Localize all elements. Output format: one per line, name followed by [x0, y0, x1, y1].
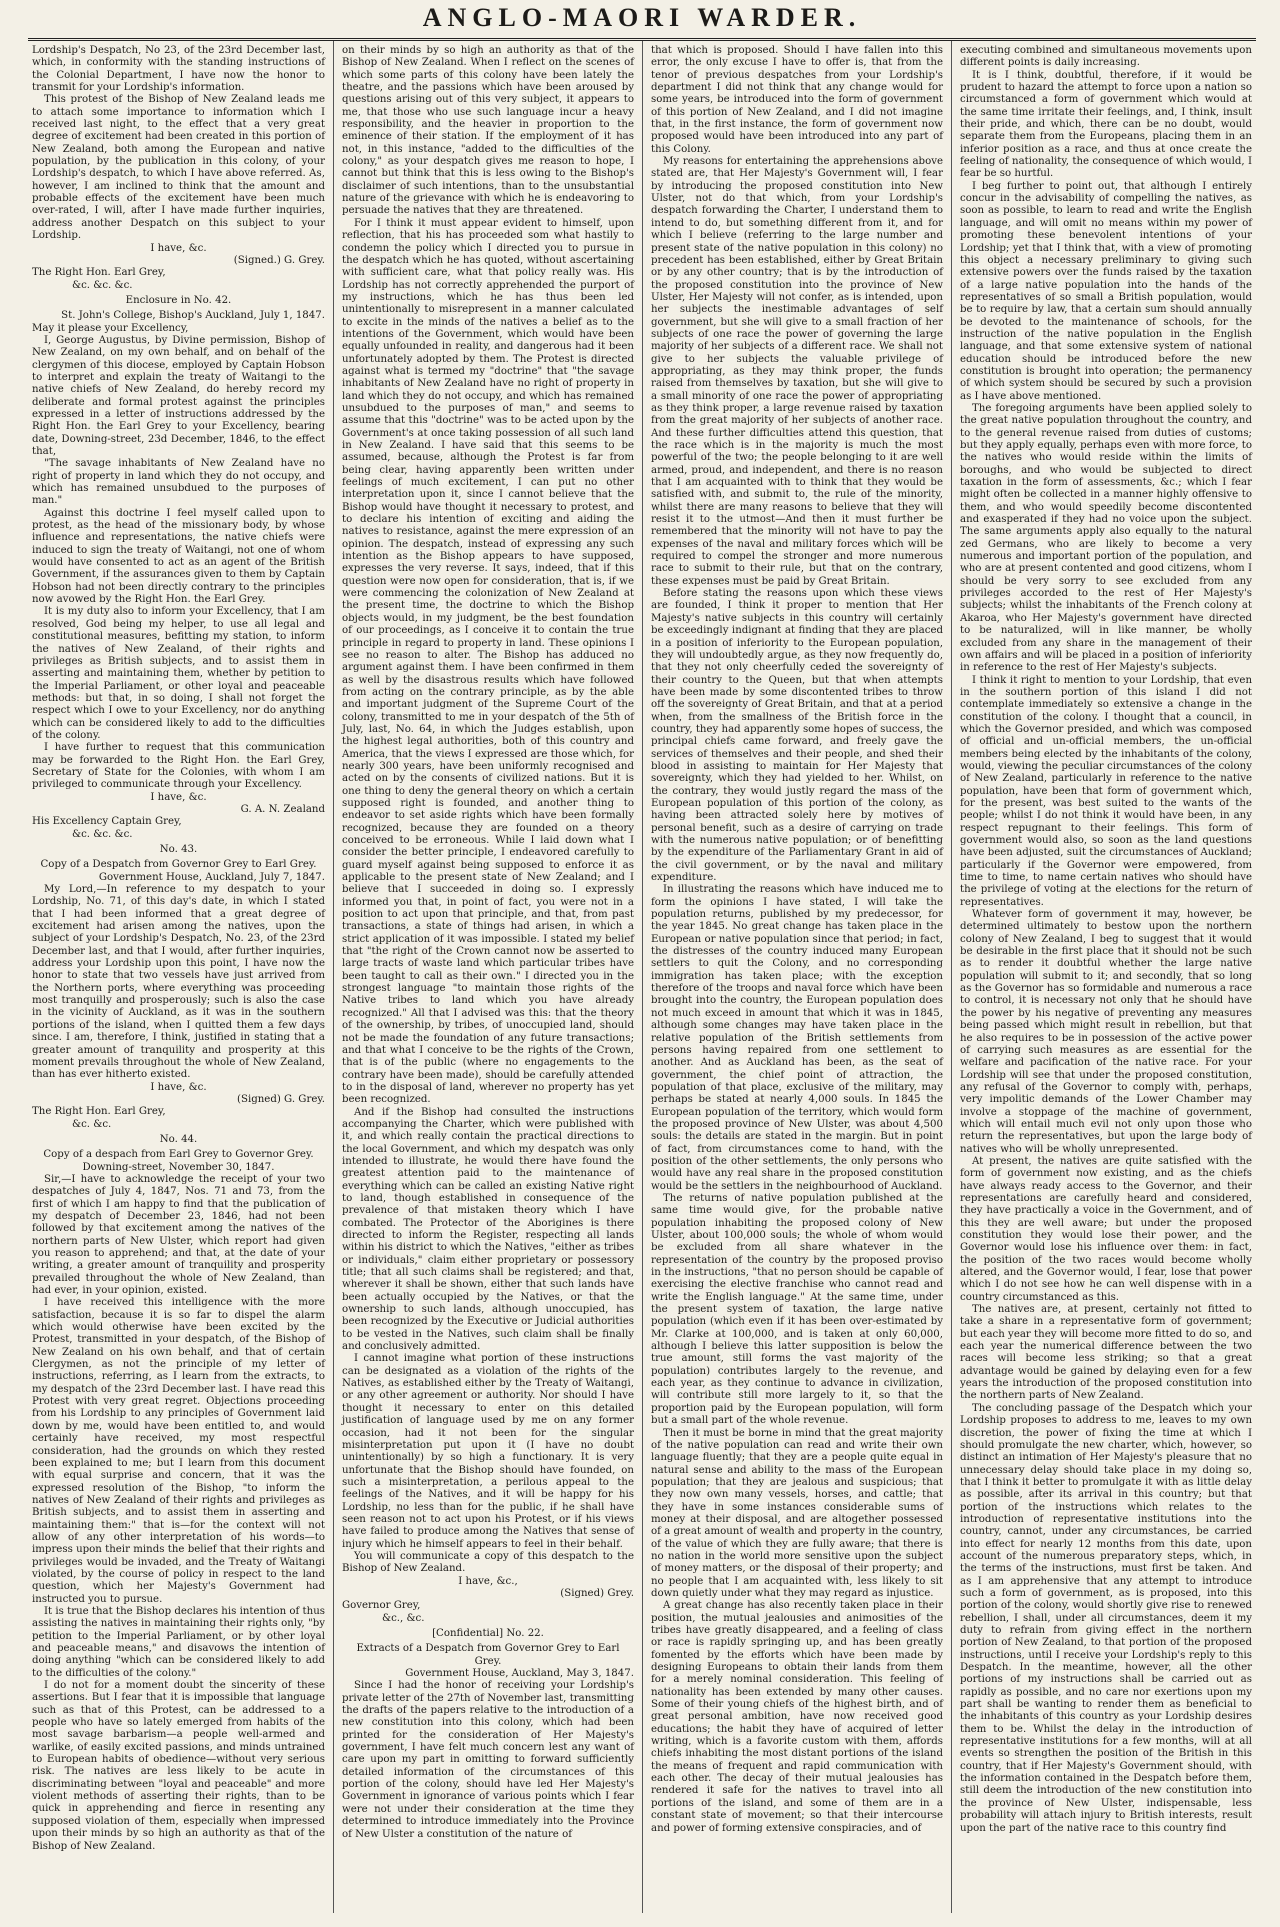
- paragraph: &c. &c. &c.: [72, 828, 133, 840]
- paragraph: It is true that the Bishop declares his intention of thus assisting the natives in maintaining their rights only, "by petition to the Imperial Parliament, or by other loyal and peaceable means," and disavows the intention of doing anything "which can be considered likely to add to the difficulties of the colony.": [32, 1605, 325, 1679]
- paragraph: Enclosure in No. 42.: [125, 294, 232, 306]
- paragraph: Copy of a Despatch from Governor Grey to Earl Grey.: [40, 859, 317, 871]
- paragraph: &c. &c.: [72, 1118, 112, 1130]
- paragraph: This protest of the Bishop of New Zealand leads me to attach some importance to information which I received last night, to the effect that a very great degree of excitement had been created in this portion of New Zealand, both among the European and native population, by the publication in this colony, of your Lordship's despatch, to which I have above referred. As, however, I am inclined to think that the amount and probable effects of the excitement have been much over-rated, I will, after I have made further inquiries, address another Despatch on this subject to your Lordship.: [32, 94, 325, 242]
- paragraph: Lordship's Despatch, No 23, of the 23rd December last, which, in conformity with the standing instructions of the Colonial Department, I have now the honor to transmit for your Lordship's information.: [32, 45, 325, 94]
- paragraph: It is I think, doubtful, therefore, if it would be prudent to hazard the attempt to force upon a nation so circumstanced a form of government which would at the same time irritate their feelings, and, I think, insult their pride, and which, there can be no doubt, would separate them from the Europeans, placing them in an inferior position as a race, and thus at once create the feeling of nationality, the consequence of which would, I fear be so hurtful.: [960, 69, 1252, 180]
- paragraph: The concluding passage of the Despatch which your Lordship proposes to address to me, leaves to my own discretion, the power of fixing the time at which I should promulgate the new charter, which, however, so distinct an intimation of Her Majesty's pleasure that no unnecessary delay should take place in my doing so, that I think it better to promulgate it with as little delay as possible, after its arrival in this country; but that portion of the instructions which relates to the introduction of representative institutions into the country, cannot, under any circumstances, be carried into effect for nearly 12 months from this date, upon account of the numerous preparatory steps, which, in the terms of the instructions, must first be taken. And as I am apprehensive that any attempt to introduce such a form of government, as is proposed, into this portion of the colony, would shortly give rise to renewed rebellion, I shall, under all circumstances, deem it my duty to refrain from giving effect in the northern portion of New Zealand, to that portion of the proposed instructions, until I receive your Lordship's reply to this Despatch. In the meantime, however, all the other portions of my instructions shall be carried out as rapidly as possible, and no care nor exertions upon my part shall be wanting to render them as beneficial to the inhabitants of this country as your Lordship desires them to be. Whilst the delay in the introduction of representative institutions for a few months, will at all events so strengthen the position of the British in this country, that if Her Majesty's Government should, with the information contained in the Despatch before them, still deem the introduction of the new constitution into the province of New Ulster, indispensable, less probability will attach injury to British interests, result upon the part of the native race to this country find: [960, 1402, 1252, 1834]
- paragraph: I have, &c.: [150, 242, 207, 254]
- paragraph: I have further to request that this communication may be forwarded to the Right Hon. the Earl Grey, Secretary of State for the Colonies, with whom I am privileged to communicate through your Excellency.: [32, 742, 325, 791]
- paragraph: It is my duty also to inform your Excellency, that I am resolved, God being my helper, to use all legal and constitutional measures, befitting my station, to inform the natives of New Zealand, of their rights and privileges as British subjects, and to assist them in asserting and maintaining them, whether by petition to the Imperial Parliament, or other loyal and peaceable methods: but that, in so doing, I shall not forget the respect which I owe to your Excellency, nor do anything which can be considered likely to add to the difficulties of the colony.: [32, 606, 325, 741]
- paragraph: I cannot imagine what portion of these instructions can be designated as a violation of the rights of the Natives, as established either by the Treaty of Waitangi, or any other agreement or authority. Nor should I have thought it necessary to enter on this detailed justification of language used by me on any former occasion, had it not been for the singular misinterpretation put upon it (I have no doubt unintentionally) by so high a functionary. It is very unfortunate that the Bishop should have founded, on such a misinterpretation, a perilous appeal to the feelings of the Natives, and it will be happy for his Lordship, no less than for the public, if he shall have seen reason not to act upon his Protest, or if his views have failed to produce among the Natives that sense of injury which he himself appears to feel in their behalf.: [342, 1353, 634, 1550]
- paragraph: Extracts of a Despatch from Governor Grey to Earl Grey.: [356, 1643, 620, 1667]
- text-columns: [24, 41, 1260, 1913]
- paragraph: Before stating the reasons upon which these views are founded, I think it proper to mention that Her Majesty's native subjects in this country will certainly be exceedingly indignant at finding that they are placed in a position of inferiority to the European population, they will undoubtedly argue, as they now frequently do, that they not only cheerfully ceded the sovereignty of their country to the Queen, but that when attempts have been made by some discontented tribes to throw off the sovereignty of Great Britain, and that at a period when, from the smallness of the British force in the country, they had apparently some hopes of success, the principal chiefs came forward, and freely gave the services of themselves and their people, and shed their blood in assisting to maintain for Her Majesty that sovereignty, which they had yielded to her. Whilst, on the contrary, they would justly regard the mass of the European population of this portion of the colony, as having been attracted solely here by motives of personal benefit, such as a desire of carrying on trade with the numerous native population; or of benefitting by the expenditure of the Parliamentary Grant in aid of the civil government, or by the naval and military expenditure.: [651, 588, 943, 884]
- paragraph: I have received this intelligence with the more satisfaction, because it is so far to dispel the alarm which would otherwise have been excited by the Protest, transmitted in your despatch, of the Bishop of New Zealand on his own behalf, and that of certain Clergymen, as not the principle of my letter of instructions, referring, as I learn from the extracts, to my despatch of the 23rd December last. I have read this Protest with very great regret. Objections proceeding from his Lordship to any principles of Government laid down by me, would have been entitled to, and would certainly have received, my most respectful consideration, had the grounds on which they rested been explained to me; but I learn from this document with equal surprise and concern, that it was the expressed resolution of the Bishop, "to inform the natives of New Zealand of their rights and privileges as British subjects, and to assist them in asserting and maintaining them:" that is—for the context will not allow of any other interpretation of his words—to impress upon their minds the belief that their rights and privileges would be invaded, and the Treaty of Waitangi violated, by the course of policy in respect to the land question, which her Majesty's Government had instructed you to pursue.: [32, 1297, 325, 1605]
- paragraph: The returns of native population published at the same time would give, for the probable native population inhabiting the proposed colony of New Ulster, about 100,000 souls; the whole of whom would be excluded from all share whatever in the representation of the country by the proposed proviso in the instructions, "that no person should be capable of exercising the elective franchise who cannot read and write the English language." At the same time, under the present system of taxation, the large native population (which even if it has been over-estimated by Mr. Clarke at 100,000, and is taken at only 60,000, although I believe this latter supposition is below the true amount, still forms the vast majority of the population) contributes largely to the revenue, and each year, as they continue to advance in civilization, will contribute still more largely to it, so that the proportion paid by the European population, will form but a small part of the whole revenue.: [651, 1192, 943, 1427]
- paragraph: (Signed) Grey.: [560, 1587, 634, 1599]
- paragraph: The natives are, at present, certainly not fitted to take a share in a representative form of government; but each year they will become more fitted to do so, and each year the numerical difference between the two races will become less striking; so that a great advantage would be gained by delaying even for a few years the introduction of the proposed constitution into the northern parts of New Zealand.: [960, 1304, 1252, 1402]
- paragraph: (Signed.) G. Grey.: [233, 254, 325, 266]
- column-1: [24, 41, 333, 1913]
- paragraph: I think it right to mention to your Lordship, that even in the southern portion of this island I did not contemplate immediately so extensive a change in the constitution of the colony. I thought that a council, in which the Governor presided, and which was composed of official and un-official members, the un-official members being elected by the inhabitants of the colony, would, viewing the peculiar circumstances of the colony of New Zealand, particularly in reference to the native population, have been that form of government which, for the present, was best suited to the wants of the people; whilst I do not think it would have been, in any respect repugnant to their feelings. This form of government would also, so soon as the land questions have been adjusted, suit the circumstances of Auckland; particularly if the Governor were empowered, from time to time, to name certain natives who should have the privilege of voting at the elections for the return of representatives.: [960, 674, 1252, 908]
- paragraph: My reasons for entertaining the apprehensions above stated are, that Her Majesty's Government will, I fear by introducing the proposed constitution into New Ulster, not do that which, from your Lordship's despatch forwarding the Charter, I understand them to intend to do, but something different from it, and for which I believe (referring to the large number and present state of the native population in this colony) no precedent has been established, either by Great Britain or by any other country; that is by the introduction of the proposed constitution into the province of New Ulster, Her Majesty will not confer, as is intended, upon her subjects the inestimable advantages of self government, but she will give to a small fraction of her subjects of one race the power of governing the large majority of her subjects of a different race. We shall not give to her subjects the valuable privilege of appropriating, as they may think proper, the funds raised from themselves by taxation, but she will give to a small minority of one race the power of appropriating as they think proper, a large revenue raised by taxation from the great majority of her subjects of another race. And these further difficulties attend this question, that the race which is in the majority is much the most powerful of the two; the people belonging to it are well armed, proud, and independent, and there is no reason that I am acquainted with to think that they would be satisfied with, and submit to, the rule of the minority, whilst there are many reasons to believe that they will resist it to the utmost—And then it must further be remembered that the minority will not have to pay the expenses of the naval and military forces which will be required to compel the stronger and more numerous race to submit to their rule, but that on the contrary, these expenses must be paid by Great Britain.: [651, 156, 943, 587]
- paragraph: Then it must be borne in mind that the great majority of the native population can read and write their own language fluently; that they are a people quite equal in natural sense and ability to the mass of the European population; that they are jealous and suspicious; that they now own many vessels, horses, and cattle; that they have in some instances considerable sums of money at their disposal, and are altogether possessed of a great amount of wealth and property in the country, of the value of which they are fully aware; that there is no nation in the world more sensitive upon the subject of money matters, or the disposal of their property; and no people that I am acquainted with, less likely to sit down quietly under what they may regard as injustice.: [651, 1427, 943, 1599]
- paragraph: His Excellency Captain Grey,: [32, 816, 182, 828]
- paragraph: You will communicate a copy of this despatch to the Bishop of New Zealand.: [342, 1550, 634, 1575]
- paragraph: The Right Hon. Earl Grey,: [32, 1106, 166, 1118]
- paragraph: Copy of a despach from Earl Grey to Governor Grey. Downing-street, November 30, 1847.: [43, 1149, 314, 1173]
- paragraph: Government House, Auckland, July 7, 1847.: [98, 871, 325, 883]
- paragraph: I do not for a moment doubt the sincerity of these assertions. But I fear that it is impossible that language such as that of this Protest, can be addressed to a people who have so lately emerged from habits of the most savage barbarism—a people well-armed and warlike, of easily excited passions, and minds untrained to European habits of obedience—without very serious risk. The natives are less likely to be acute in discriminating between "loyal and peaceable" and more violent methods of asserting their rights, than to be quick in apprehending and fierce in resenting any supposed violation of them, especially when impressed upon their minds by so high an authority as that of the Bishop of New Zealand.: [32, 1680, 325, 1852]
- paragraph: I beg further to point out, that although I entirely concur in the advisability of compelling the natives, as soon as possible, to learn to read and write the English language, and will omit no means within my power of promoting these benevolent intentions of your Lordship; yet that I think that, with a view of promoting this object a necessary preliminary to giving such extensive powers over the funds raised by the taxation of a large native population into the hands of the representatives of so small a British population, would be to require by law, that a certain sum should annually be devoted to the maintenance of schools, for the instruction of the native population in the English language, and that some extensive system of national education should be introduced before the new constitution is brought into operation; the permanency of which system should be secured by such a provision as I have above mentioned.: [960, 180, 1252, 402]
- paragraph: Sir,—I have to acknowledge the receipt of your two despatches of July 4, 1847, Nos. 71 and 73, from the first of which I am happy to find that the publication of my despatch of December 23, 1846, had not been followed by that excitement among the natives of the northern parts of New Ulster, which report had given you reason to apprehend; and that, at the date of your writing, a greater amount of tranquility and prosperity prevailed throughout the whole of New Zealand, than had ever, in your opinion, existed.: [32, 1173, 325, 1297]
- paragraph: I have, &c.: [150, 1081, 207, 1093]
- paragraph: No. 43.: [159, 844, 198, 855]
- paragraph: May it please your Excellency,: [32, 322, 189, 334]
- paragraph: Whatever form of government it may, however, be determined ultimately to bestow upon the northern colony of New Zealand, I beg to suggest that it would be desirable in the first place that it should not be such as to render it doubtful whether the large native population will submit to it; and secondly, that so long as the Governor has so formidable and numerous a race to control, it is necessary not only that he should have the power by his negative of preventing any measures being passed which might result in rebellion, but that he also requires to be in possession of the active power of carrying such measures as are essential for the welfare and pacification of the native race. For your Lordship will see that under the proposed constitution, any refusal of the Governor to comply with, perhaps, very impolitic demands of the Lower Chamber may involve a stoppage of the machine of government, which will entail much evil not only upon those who return the representatives, but upon the large body of natives who will be wholly unrepresented.: [960, 909, 1252, 1155]
- paragraph: Against this doctrine I feel myself called upon to protest, as the head of the missionary body, by whose influence and representations, the native chiefs were induced to sign the treaty of Waitangi, not one of whom would have consented to act as an agent of the British Government, if the assurances given to them by Captain Hobson had not been directly contrary to the principles now avowed by the Right Hon. the Earl Grey.: [32, 507, 325, 606]
- paragraph: The foregoing arguments have been applied solely to the great native population throughout the country, and to the general revenue raised from duties of customs; but they apply equally, perhaps even with more force, to the natives who would reside within the limits of boroughs, and who would be subjected to direct taxation in the form of assessments, &c.; which I fear might often be collected in a manner highly offensive to them, and who would speedily become discontented and exasperated if they had no voice upon the subject. The same arguments apply also equally to the natural zed Germans, who are likely to become a very numerous and important portion of the population, and who are at present contented and good citizens, whom I should be very sorry to see excluded from any privileges accorded to the rest of Her Majesty's subjects; whilst the inhabitants of the French colony at Akaroa, who Her Majesty's government have directed to be naturalized, will in like manner, be wholly excluded from any share in the management of their own affairs and will be placed in a position of inferiority in reference to the rest of Her Majesty's subjects.: [960, 402, 1252, 674]
- paragraph: And if the Bishop had consulted the instructions accompanying the Charter, which were published with it, and which really contain the practical directions to the local Government, and which my despatch was only intended to illustrate, he would there have found the greatest attention paid to the maintenance of everything which can be called an existing Native right to land, though established in consequence of the prevalence of that mistaken theory which I have combated. The Protector of the Aborigines is there directed to inform the Register, respecting all lands within his district to which the Natives, "either as tribes or individuals," claim either proprietary or possessory title; that all such claims shall be registered; and that, wherever it shall be shown, either that such lands have been actually occupied by the Natives, or that the ownership to such lands, although unoccupied, has been recognized by the Executive or Judicial authorities to be vested in the Natives, such claim shall be finally and conclusively admitted.: [342, 1106, 634, 1353]
- paragraph: executing combined and simultaneous movements upon different points is daily increasing.: [960, 45, 1252, 69]
- paragraph: At present, the natives are quite satisfied with the form of government now existing, and as the chiefs have always ready access to the Governor, and their representations are carefully heard and considered, they have practically a voice in the Government, and of this they are well aware; but under the proposed constitution they would lose their power, and the Governor would lose his influence over them: in fact, the position of the two races would become wholly altered, and the Governor would, I fear, lose that power which I do not see how he can well dispense with in a country circumstanced as this.: [960, 1155, 1252, 1303]
- paragraph: A great change has also recently taken place in their position, the mutual jealousies and animosities of the tribes have greatly disappeared, and a feeling of class or race is rapidly springing up, and has been greatly fomented by the efforts which have been made by designing Europeans to obtain their lands from them for a merely nominal consideration. This feeling of nationality has been extended by many other causes. Some of their young chiefs of the highest birth, and of great personal ambition, have now received good educations; the habit they have of acquired of letter writing, which is a favorite custom with them, affords chiefs inhabiting the most distant portions of the island the means of frequent and rapid communication with each other. The decay of their mutual jealousies has rendered it safe for the natives to travel into all portions of the island, and some of them are in a constant state of movement; so that their intercourse and power of forming extensive conspiracies, and of: [651, 1600, 943, 1834]
- column-2: [333, 41, 642, 1913]
- paragraph: that which is proposed. Should I have fallen into this error, the only excuse I have to offer is, that from the tenor of previous despatches from your Lordship's department I did not think that any change would for some years, be introduced into the form of government of this portion of New Zealand, and I did not imagine that, in the first instance, the form of government now proposed would have been introduced into any part of this Colony.: [651, 45, 943, 155]
- paragraph: [Confidential] No. 22.: [432, 1628, 544, 1639]
- paragraph: No. 44.: [159, 1133, 198, 1145]
- paragraph: on their minds by so high an authority as that of the Bishop of New Zealand. When I reflect on the scenes of which some parts of this colony have been lately the theatre, and the passions which have been aroused by questions arising out of this very subject, it appears to me, that those who use such language incur a heavy responsibility, and the heavier in proportion to the eminence of their station. If the employment of it has not, in this instance, "added to the difficulties of the colony," as your despatch gives me reason to hope, I cannot but think that this is less owing to the Bishop's disclaimer of such intentions, than to the unsubstantial nature of the grievance with which he is endeavoring to persuade the natives that they are threatened.: [342, 45, 634, 217]
- paragraph: St. John's College, Bishop's Auckland, July 1, 1847.: [61, 310, 325, 322]
- column-4: [951, 41, 1260, 1913]
- paragraph: G. A. N. Zealand: [240, 803, 325, 815]
- paragraph: Government House, Auckland, May 3, 1847.: [405, 1668, 634, 1680]
- paragraph: &c. &c. &c.: [72, 279, 133, 291]
- paragraph: Since I had the honor of receiving your Lordship's private letter of the 27th of November last, transmitting the drafts of the papers relative to the introduction of a new constitution into this colony, which had been printed for the consideration of Her Majesty's government, I have felt much concern lest any want of care upon my part in omitting to forward sufficiently detailed information of the circumstances of this portion of the colony, should have led Her Majesty's Government in ignorance of various points which I fear were not under their consideration at the time they determined to introduce immediately into the Province of New Ulster a constitution of the nature of: [342, 1680, 634, 1840]
- paragraph: Governor Grey,: [342, 1600, 421, 1612]
- paragraph: I have, &c.,: [458, 1575, 518, 1587]
- paragraph: "The savage inhabitants of New Zealand have no right of property in land which they do not occupy, and which has remained unsubdued to the purposes of man.": [32, 458, 325, 507]
- paragraph: In illustrating the reasons which have induced me to form the opinions I have stated, I will take the population returns, published by my predecessor, for the year 1845. No great change has taken place in the European or native population since that period; in fact, the distresses of the country induced many European settlers to quit the Colony, and no corresponding immigration has taken place; with the exception therefore of the troops and naval force which have been brought into the country, the European population does not much exceed in amount that which it was in 1845, although some changes may have taken place in the relative population of the British settlements from persons having repaired from one settlement to another. And as Auckland has been, as the seat of government, the chief point of attraction, the population of that place, exclusive of the military, may perhaps be stated at nearly 4,000 souls. In 1845 the European population of the territory, which would form the proposed province of New Ulster, was about 4,500 souls: the details are stated in the margin. But in point of fact, from circumstances come to hand, with the position of the other settlements, the only persons who would have any real share in the proposed constitution would be the settlers in the neighbourhood of Auckland.: [651, 884, 943, 1192]
- paragraph: I, George Augustus, by Divine permission, Bishop of New Zealand, on my own behalf, and on behalf of the clergymen of this diocese, employed by Captain Hobson to interpret and explain the treaty of Waitangi to the native chiefs of New Zealand, do hereby record my deliberate and formal protest against the principles expressed in a letter of instructions addressed by the Right Hon. the Earl Grey to your Excellency, bearing date, Downing-street, 23d December, 1846, to the effect that,: [32, 334, 325, 457]
- paragraph: I have, &c.: [150, 791, 207, 803]
- paragraph: &c., &c.: [382, 1612, 425, 1624]
- paragraph: (Signed) G. Grey.: [237, 1093, 325, 1105]
- paragraph: My Lord,—In reference to my despatch to your Lordship, No. 71, of this day's date, in which I stated that I had been informed that a great degree of excitement had arisen among the natives, upon the subject of your Lordship's Despatch, No. 23, of the 23rd December last, and that I would, after further inquiries, address your Lordship upon this point, I have now the honor to state that two vessels have just arrived from the Northern ports, where everything was proceeding most tranquilly and prosperously; such is also the case in the vicinity of Auckland, as it was in the southern portions of the island, when I quitted them a few days since. I am, therefore, I think, justified in stating that a greater amount of tranquility and prosperity at this moment prevails throughout the whole of New Zealand, than has ever hitherto existed.: [32, 884, 325, 1081]
- masthead-title: ANGLO-MAORI WARDER.: [422, 3, 862, 32]
- paragraph: For I think it must appear evident to himself, upon reflection, that his has proceeded som what hastily to condemn the policy which I directed you to pursue in the despatch which he has quoted, without ascertaining with sufficient care, what that policy really was. His Lordship has not correctly apprehended the purport of my instructions, which he has thus been led unintentionally to misrepresent in a manner calculated to excite in the minds of the natives a belief as to the intentions of the Government, which would have been equally unfounded in reality, and dangerous had it been unfortunately adopted by them. The Protest is directed against what is termed my "doctrine" that "the savage inhabitants of New Zealand have no right of property in land which they do not occupy, and which has remained unsubdued to the purposes of man," and seems to assume that this "doctrine" was to be acted upon by the Government's at once taking possession of all such land in New Zealand. I have said that this seems to be assumed, because, although the Protest is far from being clear, having apparently been written under feelings of much excitement, I can put no other interpretation upon it, since I cannot believe that the Bishop would have thought it necessary to protest, and to declare his intention of exciting and aiding the natives to resistance, against the mere expression of an opinion. The despatch, instead of expressing any such intention as the Bishop appears to have supposed, expresses the very reverse. It says, indeed, that if this question were now open for consideration, that is, if we were commencing the colonization of New Zealand at the present time, the doctrine to which the Bishop objects would, in my judgment, be the best foundation of our proceedings, as I conceive it to contain the true principle in regard to property in land. These opinions I see no reason to alter. The Bishop has adduced no argument against them. I have been confirmed in them as well by the disastrous results which have followed from acting on the contrary principle, as by the able and important judgment of the Supreme Court of the colony, transmitted to me in your despatch of the 5th of July, last, No. 64, in which the Judges establish, upon the highest legal authorities, both of this country and America, that the views I expressed are those which, for nearly 300 years, have been uniformly recognised and acted on by the consents of civilized nations. But it is one thing to deny the general theory on which a certain supposed right is founded, and another thing to endeavor to set aside rights which have been formally recognized, because they are founded on a theory conceived to be erroneous. While I laid down what I consider the better principle, I endeavored carefully to guard myself against being supposed to enforce it as applicable to the present state of New Zealand; and I believe that I succeeded in doing so. I expressly informed you that, in point of fact, you were not in a position to act upon that principle, and that, from past transactions, a state of things had arisen, in which a strict application of it was impossible. I stated my belief that "the right of the Crown cannot now be asserted to large tracts of waste land which particular tribes have been taught to call as their own." I directed you in the strongest language "to maintain those rights of the Native tribes to land which you have already recognized." All that I advised was this: that the theory of the ownership, by tribes, of unoccupied land, should not be made the foundation of any future transactions; and that what I conceive to be the rights of the Crown, that is of the public (where no engagements to the contrary have been made), should be carefully attended to in the disposal of land, wherever no property has yet been recognized.: [342, 217, 634, 1106]
- paragraph: The Right Hon. Earl Grey,: [32, 267, 166, 279]
- column-3: [642, 41, 951, 1913]
